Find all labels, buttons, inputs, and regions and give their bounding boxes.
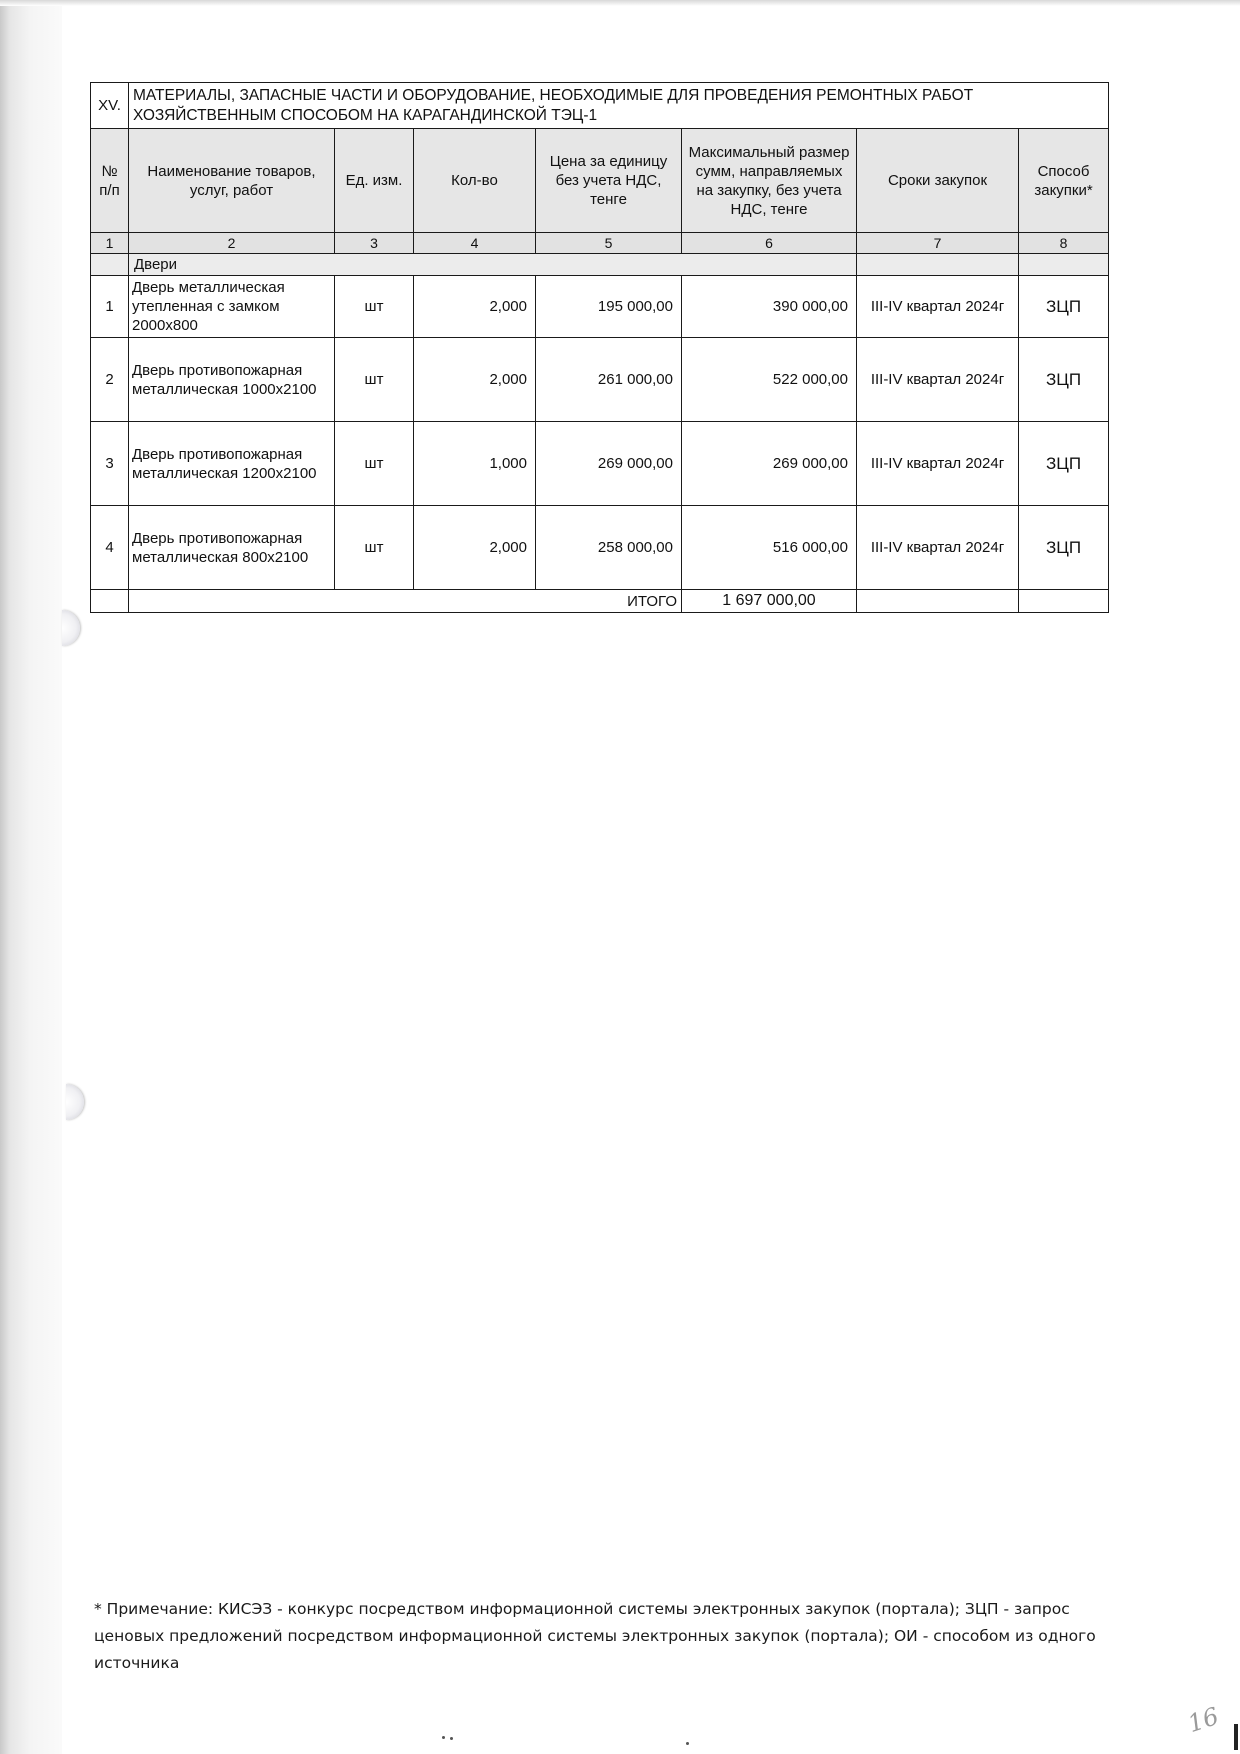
item-price: 269 000,00 xyxy=(536,422,682,506)
total-value: 1 697 000,00 xyxy=(682,590,857,613)
group-row xyxy=(91,254,1109,276)
table-header-row xyxy=(91,129,1109,233)
item-price: 195 000,00 xyxy=(536,276,682,338)
item-unit: шт xyxy=(335,422,414,506)
scan-speck xyxy=(450,1737,453,1740)
col-header-unit: Ед. изм. xyxy=(335,129,414,233)
item-amount: 516 000,00 xyxy=(682,506,857,590)
item-qty: 2,000 xyxy=(414,338,536,422)
item-method: ЗЦП xyxy=(1019,422,1109,506)
item-qty: 2,000 xyxy=(414,276,536,338)
section-number: XV. xyxy=(91,83,129,129)
item-name: Дверь противопожарная металлическая 800х2100 xyxy=(129,506,335,590)
scan-top-edge xyxy=(0,0,1240,6)
item-amount: 269 000,00 xyxy=(682,422,857,506)
binder-hole xyxy=(62,610,80,646)
item-unit: шт xyxy=(335,338,414,422)
column-number: 1 xyxy=(91,233,129,254)
handwritten-page-number: 16 xyxy=(1184,1701,1223,1739)
total-label: ИТОГО xyxy=(129,590,682,613)
item-name: Дверь металлическая утепленная с замком 2000х800 xyxy=(129,276,335,338)
table-row xyxy=(91,338,1109,422)
item-method: ЗЦП xyxy=(1019,506,1109,590)
scan-speck xyxy=(686,1742,689,1745)
scan-left-edge xyxy=(0,0,62,1754)
item-unit: шт xyxy=(335,276,414,338)
item-amount: 522 000,00 xyxy=(682,338,857,422)
column-number: 5 xyxy=(536,233,682,254)
col-header-qty: Кол-во xyxy=(414,129,536,233)
column-number: 4 xyxy=(414,233,536,254)
procurement-table xyxy=(90,82,1109,613)
col-header-name: Наименование товаров, услуг, работ xyxy=(129,129,335,233)
item-period: III-IV квартал 2024г xyxy=(857,422,1019,506)
item-period: III-IV квартал 2024г xyxy=(857,338,1019,422)
binder-hole xyxy=(66,1084,84,1120)
row-number: 4 xyxy=(91,506,129,590)
column-number: 2 xyxy=(129,233,335,254)
table-row xyxy=(91,422,1109,506)
section-title: МАТЕРИАЛЫ, ЗАПАСНЫЕ ЧАСТИ И ОБОРУДОВАНИЕ, НЕОБХОДИМЫЕ ДЛЯ ПРОВЕДЕНИЯ РЕМОНТНЫХ РАБОТ ХОЗЯЙСТВЕННЫМ СПОСОБОМ НА КАРАГАНДИНСКОЙ ТЭЦ-1 xyxy=(129,83,1109,129)
row-number: 1 xyxy=(91,276,129,338)
item-price: 261 000,00 xyxy=(536,338,682,422)
col-header-price: Цена за единицу без учета НДС, тенге xyxy=(536,129,682,233)
item-name: Дверь противопожарная металлическая 1200х2100 xyxy=(129,422,335,506)
table-row xyxy=(91,506,1109,590)
item-method: ЗЦП xyxy=(1019,338,1109,422)
item-qty: 2,000 xyxy=(414,506,536,590)
column-numbers-row xyxy=(91,233,1109,254)
row-number: 3 xyxy=(91,422,129,506)
column-number: 3 xyxy=(335,233,414,254)
col-header-num: № п/п xyxy=(91,129,129,233)
item-unit: шт xyxy=(335,506,414,590)
column-number: 8 xyxy=(1019,233,1109,254)
col-header-amount: Максимальный размер сумм, направляемых на закупку, без учета НДС, тенге xyxy=(682,129,857,233)
row-number: 2 xyxy=(91,338,129,422)
item-amount: 390 000,00 xyxy=(682,276,857,338)
scan-edge-mark xyxy=(1234,1724,1238,1750)
item-price: 258 000,00 xyxy=(536,506,682,590)
total-row xyxy=(91,590,1109,613)
scan-speck xyxy=(442,1736,445,1739)
item-period: III-IV квартал 2024г xyxy=(857,506,1019,590)
item-name: Дверь противопожарная металлическая 1000х2100 xyxy=(129,338,335,422)
column-number: 7 xyxy=(857,233,1019,254)
item-method: ЗЦП xyxy=(1019,276,1109,338)
footnote: * Примечание: КИСЭЗ - конкурс посредством информационной системы электронных закупок (портала); ЗЦП - запрос ценовых предложений посредством информационной системы электронных закупок (портала); ОИ - способом из одного источника xyxy=(94,1600,1096,1672)
section-title-row xyxy=(91,83,1109,129)
col-header-method: Способ закупки* xyxy=(1019,129,1109,233)
table-row xyxy=(91,276,1109,338)
column-number: 6 xyxy=(682,233,857,254)
group-label: Двери xyxy=(129,254,857,276)
item-qty: 1,000 xyxy=(414,422,536,506)
col-header-period: Сроки закупок xyxy=(857,129,1019,233)
item-period: III-IV квартал 2024г xyxy=(857,276,1019,338)
